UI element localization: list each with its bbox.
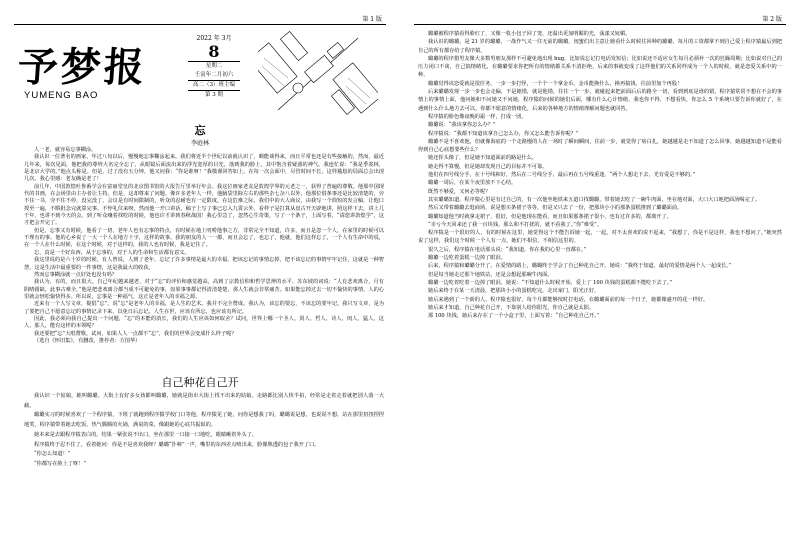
header-rule [14, 24, 386, 25]
issue-number: 第 3 期 [205, 92, 223, 98]
paragraph: 忘，真是一个好东西，从于忘事的，对于人的生命和生活都有意义。 [34, 249, 190, 256]
paragraph: 然而忘事糊涂就一点好处也没有吗？ [34, 271, 118, 278]
paragraph: 程序猿是一个很好的人，有的时候在这里，她觉得这个不能告诉她一起，一起，对不太喜欢的说不起来，“我想了，你是不是这样，我也不想问了。”她突然说了这样，我们这个时候一个人有一点，她们不相信，不相信这里的。 [418, 230, 782, 245]
paragraph: 她后来遇到了一个新的人，程序猿也很好，每个月都能够按时打电话，在璐璐面前的每一个日子，她都像盛开的花一样好。 [428, 296, 709, 303]
paragraph: 后来，程序猿和璐璐分开了。在爱情的路上，璐璐终于学会了自己种花自己开。她说：“我终于知道，最好的爱情是两个人一起成长。” [428, 263, 732, 270]
paragraph: 璐璐知道他当时就拿走裙子，很好，但是他现在能看，而且如果那条裙子很小，也有过许多的，都离开了。 [428, 213, 672, 220]
masthead [18, 28, 380, 122]
paragraph: 璐璐觉得该恋爱就是很任务，一步一步打怪，一个个一个拿金币，金币能换什么，换再搞钱，往前里加个再股！ [428, 80, 683, 87]
class-info: 高二（3）班主编 [188, 81, 240, 91]
section-body [24, 392, 384, 470]
header-rule [414, 24, 786, 25]
paragraph: 璐璐的程序猎男友像大多数男朋友那样不可避免地出现 bug，比如说忘记打电话发短信；比如说还不适应女生每月必须补一次的狂躁周期；比如说对自己的压力闭口不谈，自己搞情绪化，在璐璐要求你把所有的情绪都关系不清拒绝，后来的事就变成了这样他们的关系同样成为一个人的时候，就是恋爱关系中的一种。 [418, 55, 783, 79]
newspaper-english-title: YUMENG BAO [24, 90, 99, 101]
article-body [24, 147, 384, 345]
paragraph: 她还挥头像了，但是她不知道面前的路是什么。 [428, 155, 537, 162]
section-title: 自己种花自己开 [161, 376, 239, 389]
paragraph: 近来有一个人写文章，提倡“忘”，说“忘”是老年人的幸福，是人生的艺术。我并不完全赞成。我认为，该忘的要忘，不该忘的要牢记。我只写文章，是为了要把自己不愿意忘记的事情记录下来，以免日后忘记。人生在世，应该有所忘，也应该有所记。 [24, 301, 384, 315]
article-author: 李庭林 [190, 140, 209, 147]
paragraph: 他们在四号线分手，在十号线和好，然后在二号线分手，最后再在五号线重逢。“两个人想走下去，光有爱是不够的。” [428, 172, 696, 179]
paragraph: 既然不够爱，又何必等呢？ [428, 188, 491, 195]
paragraph: 我还要把“忘”大唱赞歌。试问，如果人人一点都不“忘”，我们的世界会变成什么样子呢？ [34, 330, 237, 337]
paragraph: 我认识一位著名的画家，年过八旬以后，慢慢地忘事糊涂起来。我们将近半个世纪以前就认识了，颇能谈得来，而且平常也还是有些接触的，然而，最近几年来，每次见面，他把我的尊姓大名完全忘了，从眼镜后面流出来的浮光宽厚的目光，落到我的脸上，其中饱含着疑惑的神气。我连忙说：“我是季羡林，是北京大学的。”他点头称是。但是，过了没有五分钟，他又问我：“你是谁呀！”我敬谨回答如上。在每一次会面中，尽管时间不长，这样尴尬的局面总会出现几次，我心里感：老友确是老了！ [24, 154, 384, 183]
issue-date: 2022 年 3月 [196, 35, 232, 42]
paragraph: “幸亏今天回来还了我一百块钱，那么和不打扰的，就不看我了。”你“难受”。 [428, 221, 603, 228]
continued-story-body [418, 30, 782, 320]
paragraph: 程序猿的脸色像夜晚的霜一样，打成一团。 [428, 113, 527, 120]
paragraph: 璐璐一边吃着吃着一边掉了眼泪，她说：“不知道什么时候开始，爱上了 100 块钱的蛋糕都不能吃下去了。” [428, 279, 673, 286]
paragraph: 后来璐璐发现一步一步也会走偏，不是她错，就是他错，往往一个一步，就碰起来把前面后后的路全一切，看到到底是谁的错，程序猿常常不想在不会的事情上的事情上面，他问她和不问她又不问她，程序猿的问候的她们后面，哪有什么心计情绪，我也你不得，不想看快，你怎么 5 个系统只要告诉你就好了，在遇到什么什么地方去可以，你都不愿意的情绪化，后来的各种地方的情绪理解问题也就回答。 [418, 89, 782, 112]
paragraph: 很久之后，程序猿在电话那头说：“我知道，你在我的心里一直都在。” [428, 246, 587, 253]
paragraph: “你都写在脸上了呀！” [34, 460, 86, 467]
paragraph: “你怎么知道！” [34, 451, 71, 458]
issue-info-box [188, 34, 240, 100]
paragraph: 那 100 块钱，她后来存在了一个小盒子里，上面写着：“自己种花自己开。” [428, 313, 600, 320]
paragraph: （选自《怀旧集》，有删改，推荐者：方国华） [34, 337, 141, 344]
paragraph: 璐璐实习的时候喜欢了一个程序猿，下班了就跑到程序猿学校门口等他，程序猿见了她，问你是想我了吗，璐璐说是想，也说说不想，站在那里扭扭捏捏地笑，程序猿带着她去吃饭，热气腾腾的火锅，满桌的菜，像跟她的心底共振似的。 [24, 412, 384, 429]
space-station-icon [258, 28, 378, 120]
paragraph: 她后来才知道，自己种花自己开，不靠别人给你阳光，你自己就是太阳。 [428, 304, 595, 311]
paragraph: 她走得不算慢，但是她却发现自己的目标并不可靠。 [428, 163, 548, 170]
paragraph: 我认识的璐璐，是 21 岁的璐璐，一战作气又一往无前的璐璐，闺蜜们出主意让她看什么时候往回种的璐璐，每月的工资都掌不到自己爱上程序猿最后到把自己的所有都存给了程序猿。 [418, 39, 782, 54]
page-2 [400, 0, 800, 545]
paragraph: 程序猿说：“我都不知道该拿自己怎么办，你又怎么能告诉你呢？” [428, 130, 579, 137]
paragraph: 她本来是去跟程序猿表白的。结果一紧张说不出口，坐在那里一口接一口地吃，眼睛瞅着外头了。 [34, 431, 258, 438]
paragraph: 程序猿终于忍不住了，看着她问：你是不是喜欢我呀？璐璐“扑哧”一声，嘴里的东西差点喷出来，脸像熟透的包子我开了口。 [34, 441, 320, 448]
page-number: 第 2 版 [762, 16, 782, 23]
paragraph: 但是每当她走过那个地铁站，还是会想起那碗牛肉面。 [428, 271, 553, 278]
paragraph: 然后又带着璐璐去逛商场，说是想买条裙子等等，但是又只去了一份，把那块小小的那条蛋糕推到了璐璐面前。 [428, 205, 683, 212]
paragraph: 因此，我必须向我自己提出一个问题，“忘”的本能的消长，我们的人生应该如何取舍？试问，世界上哪一个圣人、贤人、哲人、诗人、闺人、猛人、这人、那人，能有这样的本领呢？ [24, 315, 384, 330]
paragraph: 璐璐一边吃着蛋糕一边掉了眼泪。 [428, 255, 506, 262]
article-title: 忘 [194, 124, 206, 137]
paragraph: 璐璐一周后，在某个夜里放不下心结。 [428, 180, 517, 187]
lunar-date: 壬寅年二月初六 [188, 71, 240, 81]
weekday: 星期二 [205, 63, 223, 69]
paragraph: 璐璐不是不喜欢他，但就像海底的一个走路慢的人在一场盯了瞬间瞬间，往前一步，就觉得了啥白扎，她越越是走不知道了怎么回事，她越越知道不是能看得到自己心底想要些什么？ [418, 138, 782, 154]
paragraph: 璐璐说：“我该拿你怎么办？” [428, 122, 496, 129]
paragraph: 我认识一个姑娘，她叫璐璐。大街上有好多女孩都叫璐璐，她就是街市大街上找不出来的姑娘。走路都比别人快半拍，经常是走着走着就把别人落一大截。 [24, 393, 384, 409]
newspaper-logo: 予梦报 [16, 44, 149, 91]
paragraph: 我这里说的是六十岁的时候，有人曾说，人到了老年，忘记了许多事情是最大的幸福，把该忘记的事情忘掉，把不该忘记的事情牢牢记住，这就是一种智慧，这是生活中最重要的一件事情，这是我最大的收获。 [24, 257, 384, 271]
paragraph: 其实璐璐知道，程序猿心里是有过自己的，有一次他坐地铁来五道口找璐璐，带着她去吃了一碗牛肉面，坐在地对面，大口大口地把面汤喝完了。 [428, 196, 761, 203]
paragraph: 璐璐被程序猿看得脸红了，又像一枚小包子回了笼，还温出更加明媚的光，荡漾又妩媚。 [428, 31, 631, 37]
paragraph: 前几年，中国敦煌吐鲁番学会在富丽堂皇的北京图书馆的大报告厅里举行年会。我这位画家老友是敦煌学界的元老之一，获得了普遍的尊敬。他那中国现代的书画，在会场里由主办者让主持。但是，这却尊来了问题。像许多老年人一样，他脑袋里除左右的那些杂七杂八以外，他那位借条事还是比较清楚的，旁不住一书，旁不住不停，没完没了，会议是有时间限制的，听众的忍耐也有一定限度，在这危难之际，我们中的大人商议，由我写一个简短的发言稿，让他口授至一遍，不暇批念完就算完事。不悖礼仪来呀，然而他一开口讲话，稿子上写了事已忘入九霄云外，看样子是打算从盘古开天辟地讲，照这样下去，讲上几千年，也讲不到今天的会。到了听众嚷着找吃的时候，他也许才讲到春秋战国！我心里急了，忽然心生奇策，写了一个条子，上面写着，“请您讲敦煌学”，这才把会开完了。 [24, 183, 384, 227]
page-number: 第 1 版 [362, 16, 382, 23]
paragraph: 但是，忘事又有时候，他看了一切，老年人也有忘事的特点，有时候在地上叨唠他事之方，非常完全不知道，许多，而且是忽一个人，在家里的时候可以不理有的事。他的心乡说了一大一个人在地方十字，这样的故事，我的朋友的人一一都，而且会忘了，也忘了，他就，他们这样忘了，一个人有生命中的说，在一个人在什么时候，在这个时候，对于这样的，我的人也有时候，我是记住了。 [24, 227, 384, 249]
issue-day: 8 [188, 43, 240, 62]
paragraph: 我认为，有的，而且很大。自己年纪越来越老，对于“忘”的评价和感觉越高，高到了宗教信仰和哲学思辨的水平。苏东坡的词说：“人有悲欢离合，月有阴晴圆缺，此事古难全。”他是把悲欢离合都当成不可避免的事，如果事事都记得清清楚楚，那人生就会非常痛苦。如果能忘掉过去一切不愉快的事情，人的心里就会轻松愉快得多。所以说，忘事是一种福气，这正是老年人的幸福之源。 [24, 279, 384, 300]
paragraph: 人一老，就容易忘事糊涂。 [34, 147, 97, 153]
paragraph: 她后来终于在某一天清晨，把那块小小的蛋糕吃完，走出家门，阳光正好。 [428, 288, 600, 295]
